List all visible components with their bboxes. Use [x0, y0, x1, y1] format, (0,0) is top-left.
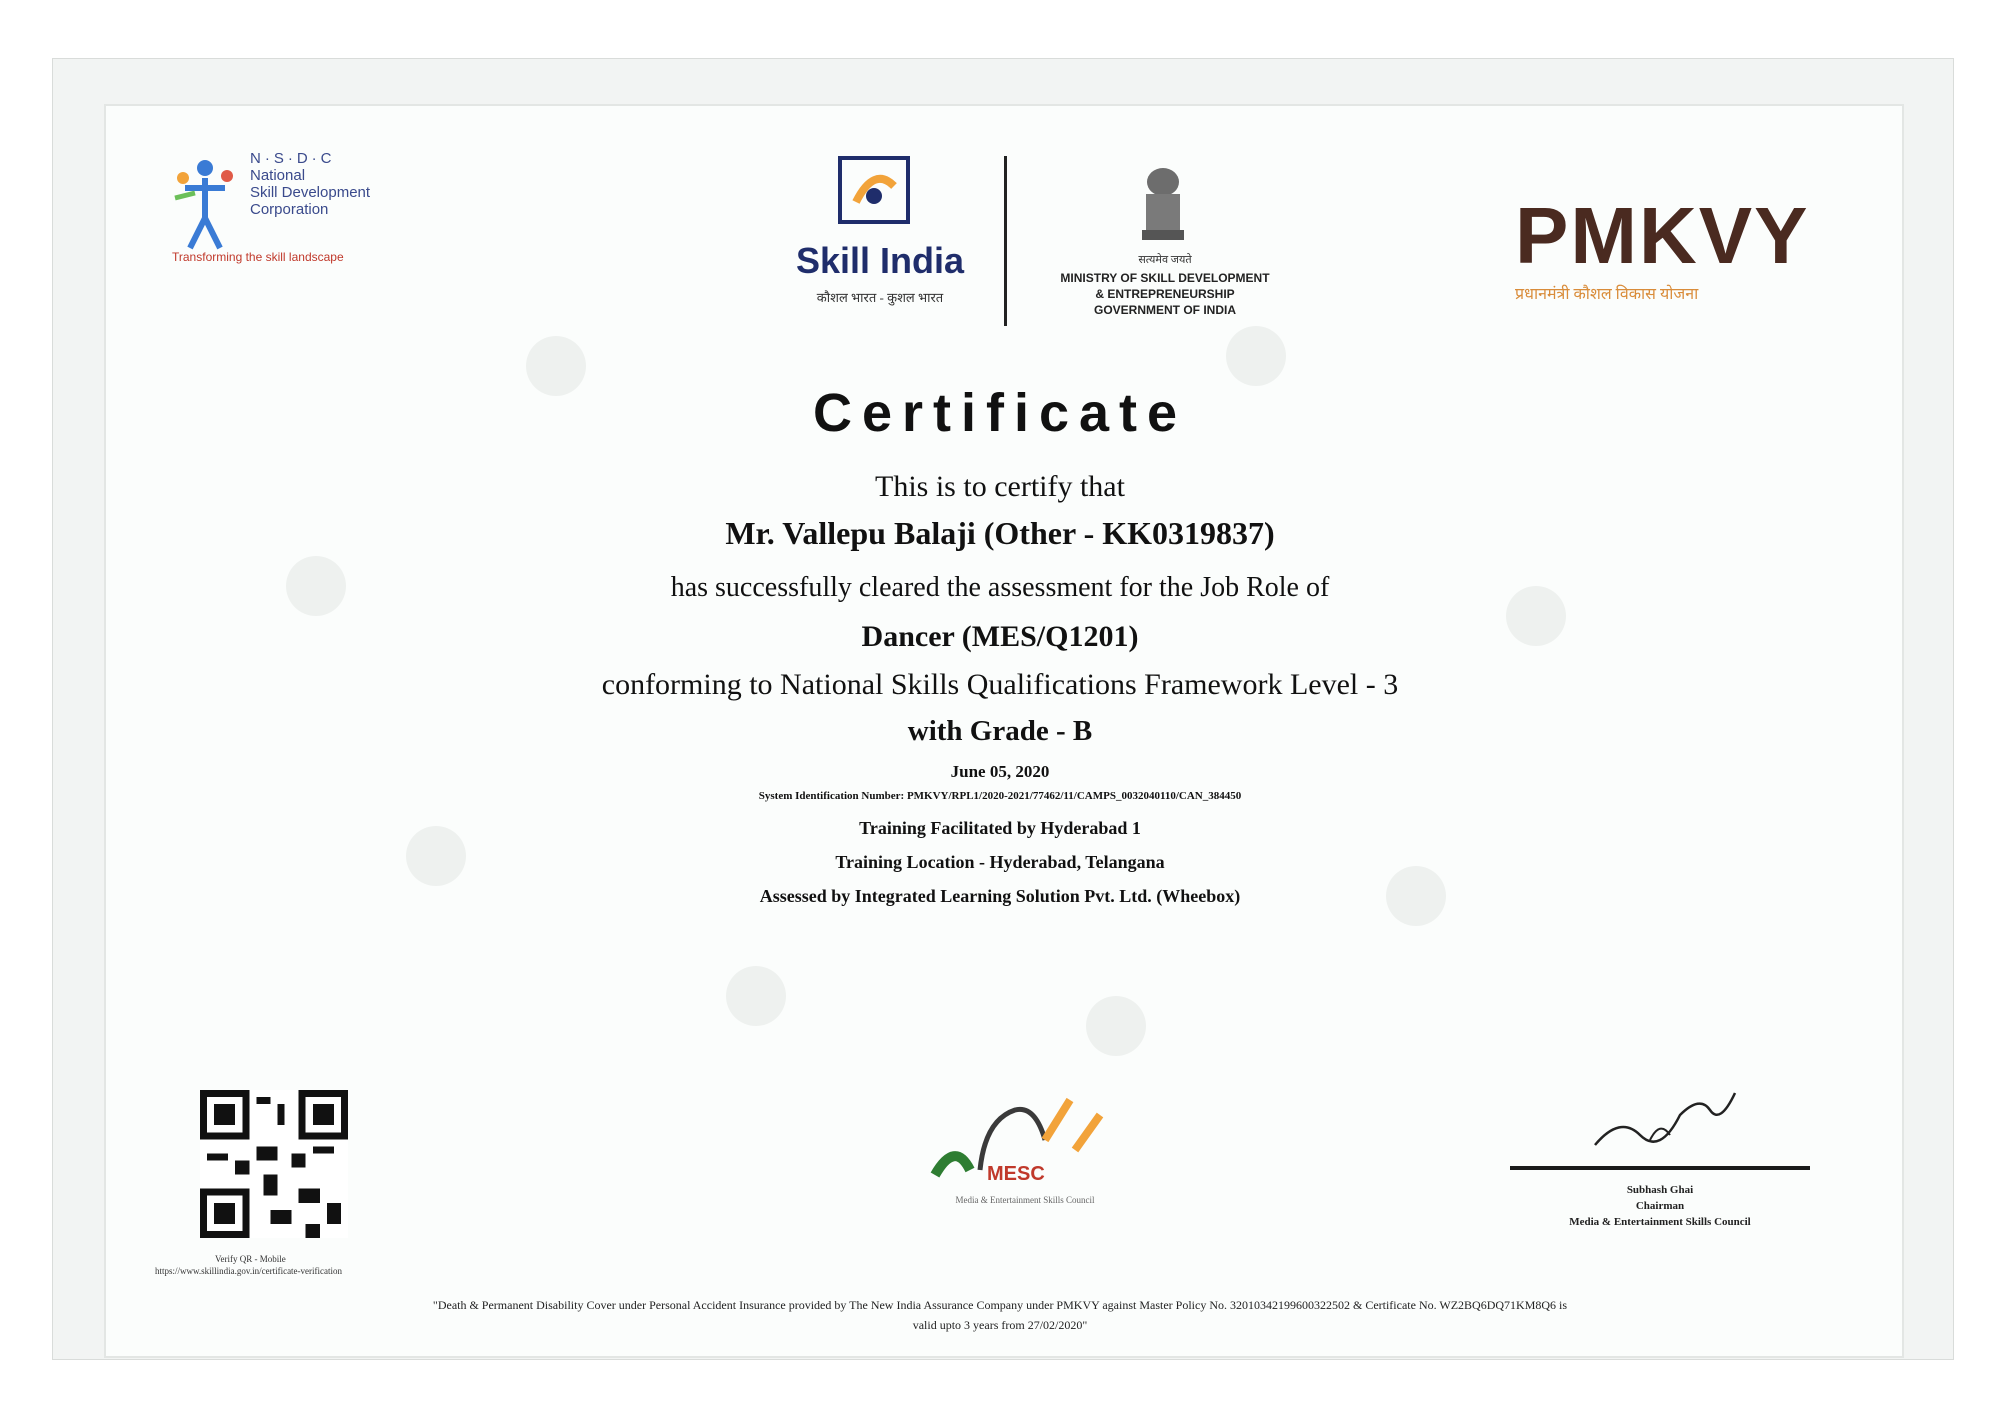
assessment-agency: Assessed by Integrated Learning Solution Pvt. Ltd. (Wheebox) — [759, 886, 1241, 906]
mesc-logo — [925, 1080, 1115, 1210]
certificate-date: June 05, 2020 — [950, 762, 1050, 781]
mesc-caption: Media & Entertainment Skills Council — [955, 1195, 1095, 1205]
ministry-line-1: MINISTRY OF SKILL DEVELOPMENT — [1060, 271, 1270, 285]
signature — [1590, 1085, 1740, 1155]
skill-india-icon — [838, 156, 910, 224]
ministry-line-3: GOVERNMENT OF INDIA — [1093, 303, 1236, 317]
nsdc-wordmark — [250, 150, 370, 218]
ministry-line-2: & ENTREPRENEURSHIP — [1095, 287, 1235, 301]
signatory-name: Subhash Ghai — [1626, 1184, 1694, 1196]
logo-divider — [1004, 156, 1007, 326]
qr-caption-2: https://www.skillindia.gov.in/certificate-verification — [155, 1266, 343, 1276]
conforming-text: conforming to National Skills Qualifications Framework Level - 3 — [601, 668, 1399, 701]
cleared-text: has successfully cleared the assessment for the Job Role of — [670, 572, 1330, 603]
watermark-dot — [1226, 326, 1286, 386]
nsdc-line-1: National — [250, 167, 306, 184]
nsdc-line-2: Skill Development — [250, 184, 371, 201]
nsdc-tagline: Transforming the skill landscape — [172, 250, 344, 264]
grade-text: with Grade - B — [907, 715, 1093, 747]
job-role: Dancer (MES/Q1201) — [861, 620, 1139, 653]
certificate-title: Certificate — [812, 383, 1188, 443]
signatory-title: Chairman — [1635, 1200, 1685, 1212]
watermark-dot — [726, 966, 786, 1026]
watermark-dot — [1086, 996, 1146, 1056]
qr-caption-1: Verify QR - Mobile — [215, 1254, 286, 1264]
footer-insurance-line-1: "Death & Permanent Disability Cover under Personal Accident Insurance provided by The New India Assurance Company under PMKVY against Master Policy No. 32010342199600322502 & Certificate No. WZ2BQ6DQ71KM8Q6 is — [432, 1298, 1568, 1312]
skill-india-subtitle: कौशल भारत - कुशल भारत — [816, 290, 944, 305]
system-id: System Identification Number: PMKVY/RPL1/2020-2021/77462/11/CAMPS_0032040110/CAN_384450 — [758, 790, 1242, 802]
emblem-motto: सत्यमेव जयते — [1138, 254, 1192, 266]
national-emblem-icon — [1128, 160, 1198, 248]
signatory-org: Media & Entertainment Skills Council — [1569, 1216, 1751, 1228]
pmkvy-tagline: प्रधानमंत्री कौशल विकास योजना — [1515, 286, 1699, 303]
mesc-logo-text: MESC — [987, 1163, 1045, 1185]
qr-code[interactable] — [200, 1090, 348, 1238]
watermark-dot — [286, 556, 346, 616]
footer-insurance-line-2: valid upto 3 years from 27/02/2020" — [912, 1318, 1088, 1332]
skill-india-title: Skill India — [795, 240, 965, 281]
candidate-name: Mr. Vallepu Balaji (Other - KK0319837) — [725, 515, 1275, 551]
nsdc-letters: N·S·D·C — [250, 150, 336, 167]
pmkvy-logo: PMKVY — [1515, 191, 1810, 280]
nsdc-line-3: Corporation — [250, 201, 329, 218]
training-facilitator: Training Facilitated by Hyderabad 1 — [859, 818, 1141, 838]
certify-intro: This is to certify that — [875, 470, 1125, 503]
ministry-name — [1030, 270, 1300, 318]
signature-line — [1510, 1166, 1810, 1170]
training-location: Training Location - Hyderabad, Telangana — [835, 852, 1165, 872]
